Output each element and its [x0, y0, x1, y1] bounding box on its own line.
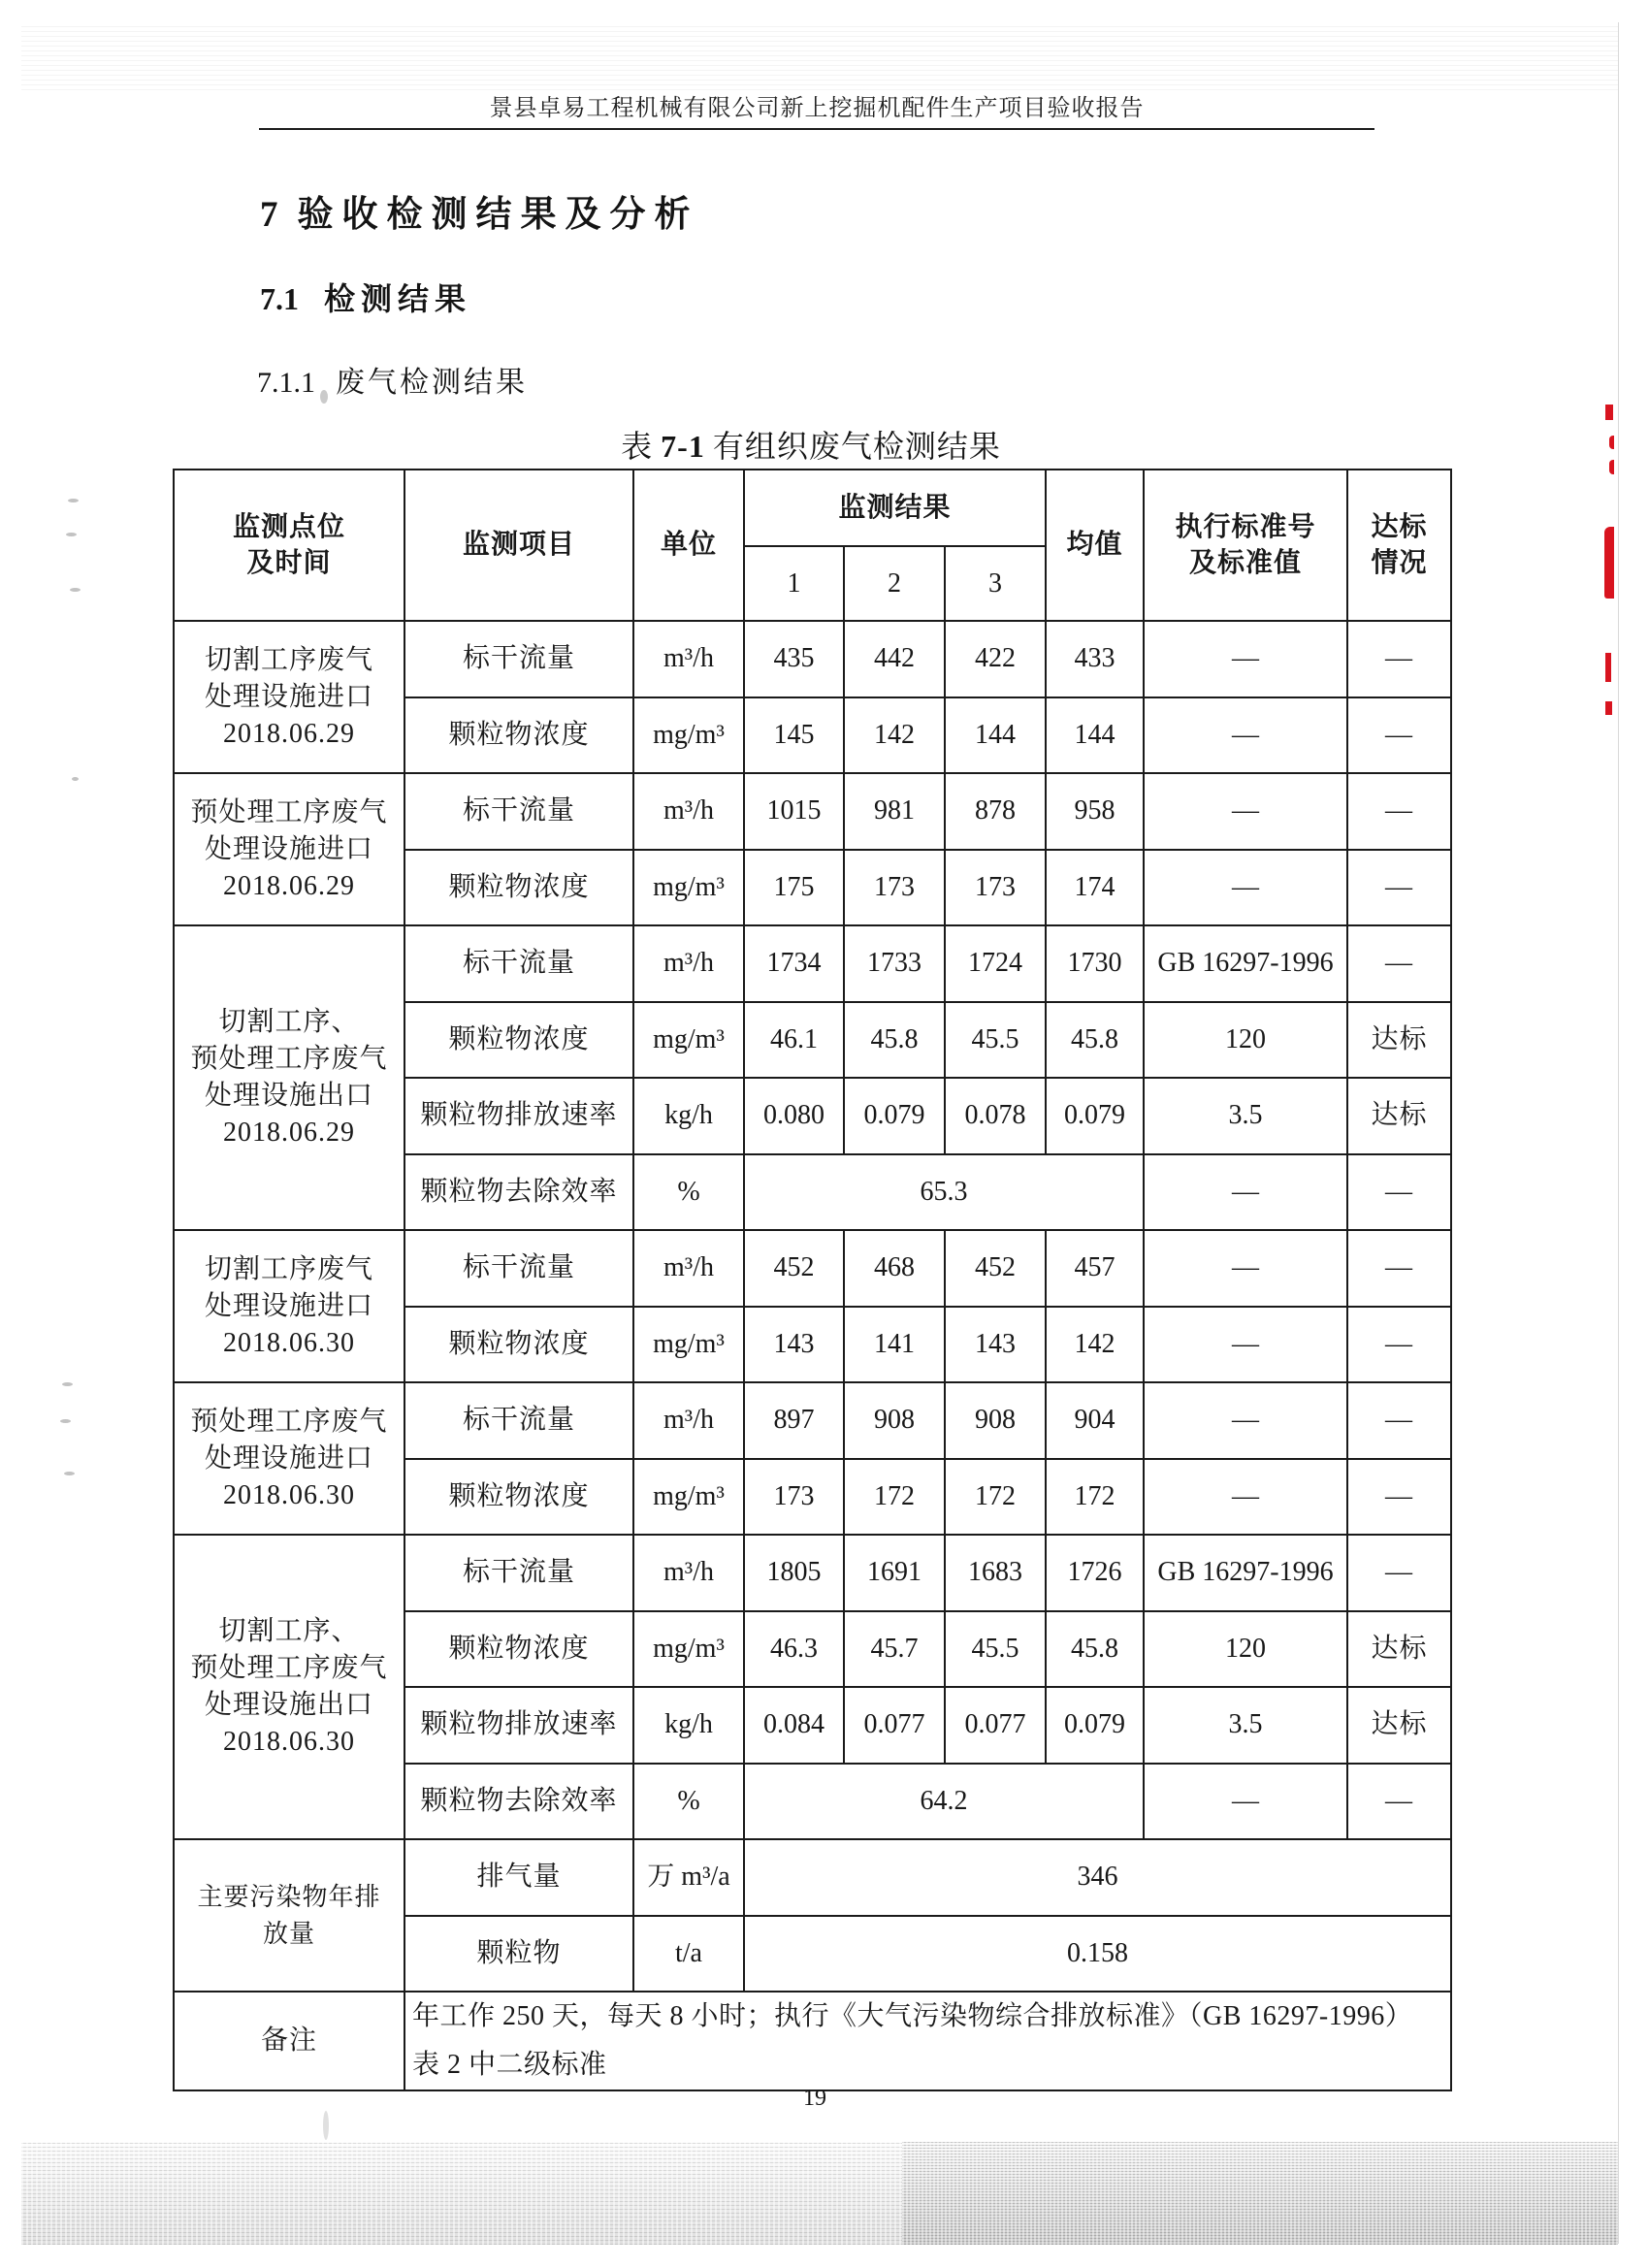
- unit: mg/m³: [633, 1307, 744, 1383]
- location-line: 处理设施进口: [204, 1442, 373, 1474]
- scan-noise: [21, 22, 1618, 90]
- monitoring-item: 标干流量: [404, 1230, 633, 1307]
- mean-value: 174: [1046, 850, 1144, 926]
- monitoring-location-cell: [174, 773, 404, 925]
- location-line: 处理设施进口: [204, 833, 373, 864]
- location-line: 切割工序废气: [204, 1253, 373, 1284]
- annual-value: 346: [744, 1839, 1451, 1916]
- monitoring-location-cell: [174, 1382, 404, 1535]
- run-1-value: 145: [744, 697, 844, 774]
- header-run-3: 3: [945, 546, 1046, 621]
- unit: kg/h: [633, 1687, 744, 1764]
- seal-fragment: [1605, 701, 1612, 715]
- chapter-heading: [260, 197, 699, 233]
- unit: %: [633, 1764, 744, 1840]
- caption-label: 表: [621, 429, 654, 464]
- monitoring-item: 颗粒物浓度: [404, 1002, 633, 1079]
- punch-mark: [64, 1472, 75, 1475]
- location-line: 预处理工序废气: [190, 796, 388, 827]
- unit: m³/h: [633, 621, 744, 697]
- run-1-value: 1734: [744, 925, 844, 1002]
- header-line: 监测点位: [232, 512, 345, 542]
- monitoring-item: 颗粒物浓度: [404, 1307, 633, 1383]
- section-heading: [260, 283, 471, 314]
- chapter-number: 7: [260, 195, 278, 235]
- run-3-value: 45.5: [945, 1002, 1046, 1079]
- unit: mg/m³: [633, 1611, 744, 1688]
- unit: mg/m³: [633, 697, 744, 774]
- monitoring-item: 颗粒物排放速率: [404, 1078, 633, 1154]
- location-date: 2018.06.29: [223, 1118, 355, 1148]
- mean-value: 142: [1046, 1307, 1144, 1383]
- run-3-value: 1683: [945, 1535, 1046, 1611]
- annual-item: 颗粒物: [404, 1916, 633, 1993]
- table-row: [174, 621, 1451, 697]
- monitoring-item: 颗粒物去除效率: [404, 1154, 633, 1231]
- compliance-status: 达标: [1347, 1078, 1451, 1154]
- run-1-value: 0.080: [744, 1078, 844, 1154]
- header-location: [174, 470, 404, 621]
- compliance-status: —: [1347, 1230, 1451, 1307]
- chapter-title: 验收检测结果及分析: [297, 195, 699, 235]
- location-date: 2018.06.30: [223, 1479, 355, 1510]
- run-3-value: 0.078: [945, 1078, 1046, 1154]
- standard-value: —: [1144, 773, 1347, 850]
- standard-value: —: [1144, 621, 1347, 697]
- remark-text: [404, 1992, 1451, 2090]
- run-1-value: 897: [744, 1382, 844, 1459]
- standard-value: —: [1144, 1154, 1347, 1231]
- punch-mark: [70, 588, 81, 592]
- location-line: 处理设施进口: [204, 681, 373, 712]
- standard-value: —: [1144, 1307, 1347, 1383]
- annual-value: 0.158: [744, 1916, 1451, 1993]
- standard-value: —: [1144, 697, 1347, 774]
- seal-fragment: [1609, 436, 1614, 449]
- compliance-status: 达标: [1347, 1687, 1451, 1764]
- mean-value: 0.079: [1046, 1078, 1144, 1154]
- removal-efficiency-value: 65.3: [744, 1154, 1144, 1231]
- header-run-2: 2: [844, 546, 945, 621]
- run-3-value: 45.5: [945, 1611, 1046, 1688]
- seal-fragment: [1609, 460, 1614, 474]
- run-3-value: 172: [945, 1459, 1046, 1536]
- monitoring-item: 颗粒物浓度: [404, 1611, 633, 1688]
- compliance-status: —: [1347, 1382, 1451, 1459]
- location-date: 2018.06.30: [223, 1327, 355, 1358]
- monitoring-item: 标干流量: [404, 621, 633, 697]
- run-2-value: 442: [844, 621, 945, 697]
- punch-mark: [66, 533, 77, 536]
- scan-smudge: [323, 2111, 329, 2140]
- table-row: [174, 1839, 1451, 1916]
- header-standard: [1144, 470, 1347, 621]
- mean-value: 1726: [1046, 1535, 1144, 1611]
- header-rule: [259, 128, 1374, 130]
- location-date: 2018.06.30: [223, 1727, 355, 1757]
- removal-efficiency-value: 64.2: [744, 1764, 1144, 1840]
- compliance-status: —: [1347, 621, 1451, 697]
- section-number: 7.1: [260, 281, 299, 316]
- monitoring-item: 颗粒物浓度: [404, 850, 633, 926]
- run-1-value: 1015: [744, 773, 844, 850]
- table-caption: [520, 430, 1102, 463]
- run-3-value: 144: [945, 697, 1046, 774]
- compliance-status: —: [1347, 925, 1451, 1002]
- header-line: 情况: [1371, 548, 1428, 578]
- standard-value: GB 16297-1996: [1144, 925, 1347, 1002]
- standard-value: —: [1144, 1459, 1347, 1536]
- seal-fragment: [1605, 653, 1611, 682]
- table-row: [174, 1535, 1451, 1611]
- location-line: 切割工序、: [218, 1007, 360, 1037]
- mean-value: 457: [1046, 1230, 1144, 1307]
- run-3-value: 452: [945, 1230, 1046, 1307]
- monitoring-item: 颗粒物去除效率: [404, 1764, 633, 1840]
- location-line: 预处理工序废气: [190, 1044, 388, 1074]
- header-item: 监测项目: [404, 470, 633, 621]
- mean-value: 45.8: [1046, 1002, 1144, 1079]
- page-number: 19: [803, 2086, 826, 2111]
- run-3-value: 908: [945, 1382, 1046, 1459]
- run-1-value: 452: [744, 1230, 844, 1307]
- header-mean: 均值: [1046, 470, 1144, 621]
- standard-value: 3.5: [1144, 1078, 1347, 1154]
- unit: 万 m³/a: [633, 1839, 744, 1916]
- compliance-status: —: [1347, 1307, 1451, 1383]
- label-line: 放量: [262, 1919, 315, 1948]
- compliance-status: —: [1347, 1154, 1451, 1231]
- run-2-value: 45.8: [844, 1002, 945, 1079]
- table-row: [174, 773, 1451, 850]
- run-2-value: 1733: [844, 925, 945, 1002]
- punch-mark: [72, 777, 79, 781]
- run-2-value: 173: [844, 850, 945, 926]
- remark-row: [174, 1992, 1451, 2090]
- standard-value: —: [1144, 1230, 1347, 1307]
- punch-mark: [60, 1419, 71, 1423]
- remark-line: 表 2 中二级标准: [412, 2050, 607, 2080]
- header-line: 达标: [1371, 512, 1428, 542]
- run-3-value: 0.077: [945, 1687, 1046, 1764]
- header-compliance: [1347, 470, 1451, 621]
- location-line: 预处理工序废气: [190, 1406, 388, 1437]
- compliance-status: —: [1347, 1459, 1451, 1536]
- monitoring-item: 标干流量: [404, 1535, 633, 1611]
- mean-value: 904: [1046, 1382, 1144, 1459]
- remark-line: 年工作 250 天，每天 8 小时；执行《大气污染物综合排放标准》（GB 16297-1996）: [412, 2001, 1413, 2031]
- run-1-value: 173: [744, 1459, 844, 1536]
- compliance-status: —: [1347, 773, 1451, 850]
- unit: mg/m³: [633, 1002, 744, 1079]
- mean-value: 0.079: [1046, 1687, 1144, 1764]
- location-line: 处理设施出口: [204, 1081, 373, 1111]
- unit: m³/h: [633, 773, 744, 850]
- location-line: 预处理工序废气: [190, 1653, 388, 1683]
- emission-results-table: [173, 469, 1452, 2091]
- monitoring-location-cell: [174, 621, 404, 773]
- unit: kg/h: [633, 1078, 744, 1154]
- header-line: 及标准值: [1189, 548, 1303, 578]
- monitoring-item: 颗粒物浓度: [404, 697, 633, 774]
- page-edge: [1618, 22, 1619, 2244]
- run-1-value: 143: [744, 1307, 844, 1383]
- compliance-status: 达标: [1347, 1002, 1451, 1079]
- run-3-value: 173: [945, 850, 1046, 926]
- run-3-value: 1724: [945, 925, 1046, 1002]
- scan-noise: [902, 2142, 1618, 2245]
- run-3-value: 143: [945, 1307, 1046, 1383]
- compliance-status: —: [1347, 697, 1451, 774]
- monitoring-item: 标干流量: [404, 925, 633, 1002]
- mean-value: 45.8: [1046, 1611, 1144, 1688]
- run-3-value: 878: [945, 773, 1046, 850]
- subsection-title: 废气检测结果: [336, 367, 528, 399]
- unit: m³/h: [633, 925, 744, 1002]
- location-date: 2018.06.29: [223, 870, 355, 901]
- unit: %: [633, 1154, 744, 1231]
- mean-value: 172: [1046, 1459, 1144, 1536]
- standard-value: 3.5: [1144, 1687, 1347, 1764]
- run-2-value: 45.7: [844, 1611, 945, 1688]
- mean-value: 1730: [1046, 925, 1144, 1002]
- run-2-value: 141: [844, 1307, 945, 1383]
- location-line: 处理设施出口: [204, 1690, 373, 1720]
- standard-value: —: [1144, 850, 1347, 926]
- header-results: 监测结果: [744, 470, 1046, 546]
- monitoring-item: 标干流量: [404, 1382, 633, 1459]
- monitoring-item: 颗粒物排放速率: [404, 1687, 633, 1764]
- subsection-number: 7.1.1: [257, 367, 315, 399]
- table-row: [174, 925, 1451, 1002]
- mean-value: 433: [1046, 621, 1144, 697]
- unit: m³/h: [633, 1230, 744, 1307]
- run-1-value: 435: [744, 621, 844, 697]
- run-2-value: 908: [844, 1382, 945, 1459]
- standard-value: 120: [1144, 1611, 1347, 1688]
- unit: mg/m³: [633, 1459, 744, 1536]
- header-unit: 单位: [633, 470, 744, 621]
- standard-value: —: [1144, 1382, 1347, 1459]
- location-date: 2018.06.29: [223, 718, 355, 749]
- run-3-value: 422: [945, 621, 1046, 697]
- run-2-value: 0.079: [844, 1078, 945, 1154]
- subsection-heading: [257, 369, 528, 398]
- run-1-value: 46.3: [744, 1611, 844, 1688]
- running-header: 景县卓易工程机械有限公司新上挖掘机配件生产项目验收报告: [489, 96, 1145, 121]
- run-1-value: 0.084: [744, 1687, 844, 1764]
- standard-value: —: [1144, 1764, 1347, 1840]
- run-1-value: 1805: [744, 1535, 844, 1611]
- unit: m³/h: [633, 1382, 744, 1459]
- scan-noise: [21, 2142, 902, 2245]
- standard-value: GB 16297-1996: [1144, 1535, 1347, 1611]
- section-title: 检测结果: [324, 281, 472, 316]
- run-1-value: 175: [744, 850, 844, 926]
- run-1-value: 46.1: [744, 1002, 844, 1079]
- remark-label: 备注: [174, 1992, 404, 2090]
- header-run-1: 1: [744, 546, 844, 621]
- run-2-value: 0.077: [844, 1687, 945, 1764]
- run-2-value: 468: [844, 1230, 945, 1307]
- table-row: [174, 1382, 1451, 1459]
- mean-value: 144: [1046, 697, 1144, 774]
- unit: m³/h: [633, 1535, 744, 1611]
- seal-fragment: [1605, 405, 1613, 420]
- annual-emissions-label: [174, 1839, 404, 1992]
- punch-mark: [62, 1382, 73, 1386]
- table-row: [174, 1230, 1451, 1307]
- location-line: 切割工序废气: [204, 644, 373, 675]
- header-line: 及时间: [246, 548, 332, 578]
- caption-number: 7-1: [661, 429, 705, 464]
- run-2-value: 1691: [844, 1535, 945, 1611]
- mean-value: 958: [1046, 773, 1144, 850]
- location-line: 处理设施进口: [204, 1290, 373, 1321]
- run-2-value: 142: [844, 697, 945, 774]
- header-line: 执行标准号: [1175, 512, 1316, 542]
- punch-mark: [68, 499, 79, 502]
- compliance-status: —: [1347, 850, 1451, 926]
- run-2-value: 981: [844, 773, 945, 850]
- monitoring-location-cell: [174, 1535, 404, 1839]
- compliance-status: —: [1347, 1764, 1451, 1840]
- monitoring-item: 标干流量: [404, 773, 633, 850]
- table-header-row: [174, 470, 1451, 546]
- compliance-status: 达标: [1347, 1611, 1451, 1688]
- standard-value: 120: [1144, 1002, 1347, 1079]
- monitoring-location-cell: [174, 925, 404, 1230]
- annual-item: 排气量: [404, 1839, 633, 1916]
- monitoring-item: 颗粒物浓度: [404, 1459, 633, 1536]
- monitoring-location-cell: [174, 1230, 404, 1382]
- unit: t/a: [633, 1916, 744, 1993]
- unit: mg/m³: [633, 850, 744, 926]
- location-line: 切割工序、: [218, 1616, 360, 1646]
- seal-fragment: [1604, 527, 1614, 599]
- run-2-value: 172: [844, 1459, 945, 1536]
- compliance-status: —: [1347, 1535, 1451, 1611]
- caption-title: 有组织废气检测结果: [712, 429, 1001, 464]
- label-line: 主要污染物年排: [197, 1882, 381, 1911]
